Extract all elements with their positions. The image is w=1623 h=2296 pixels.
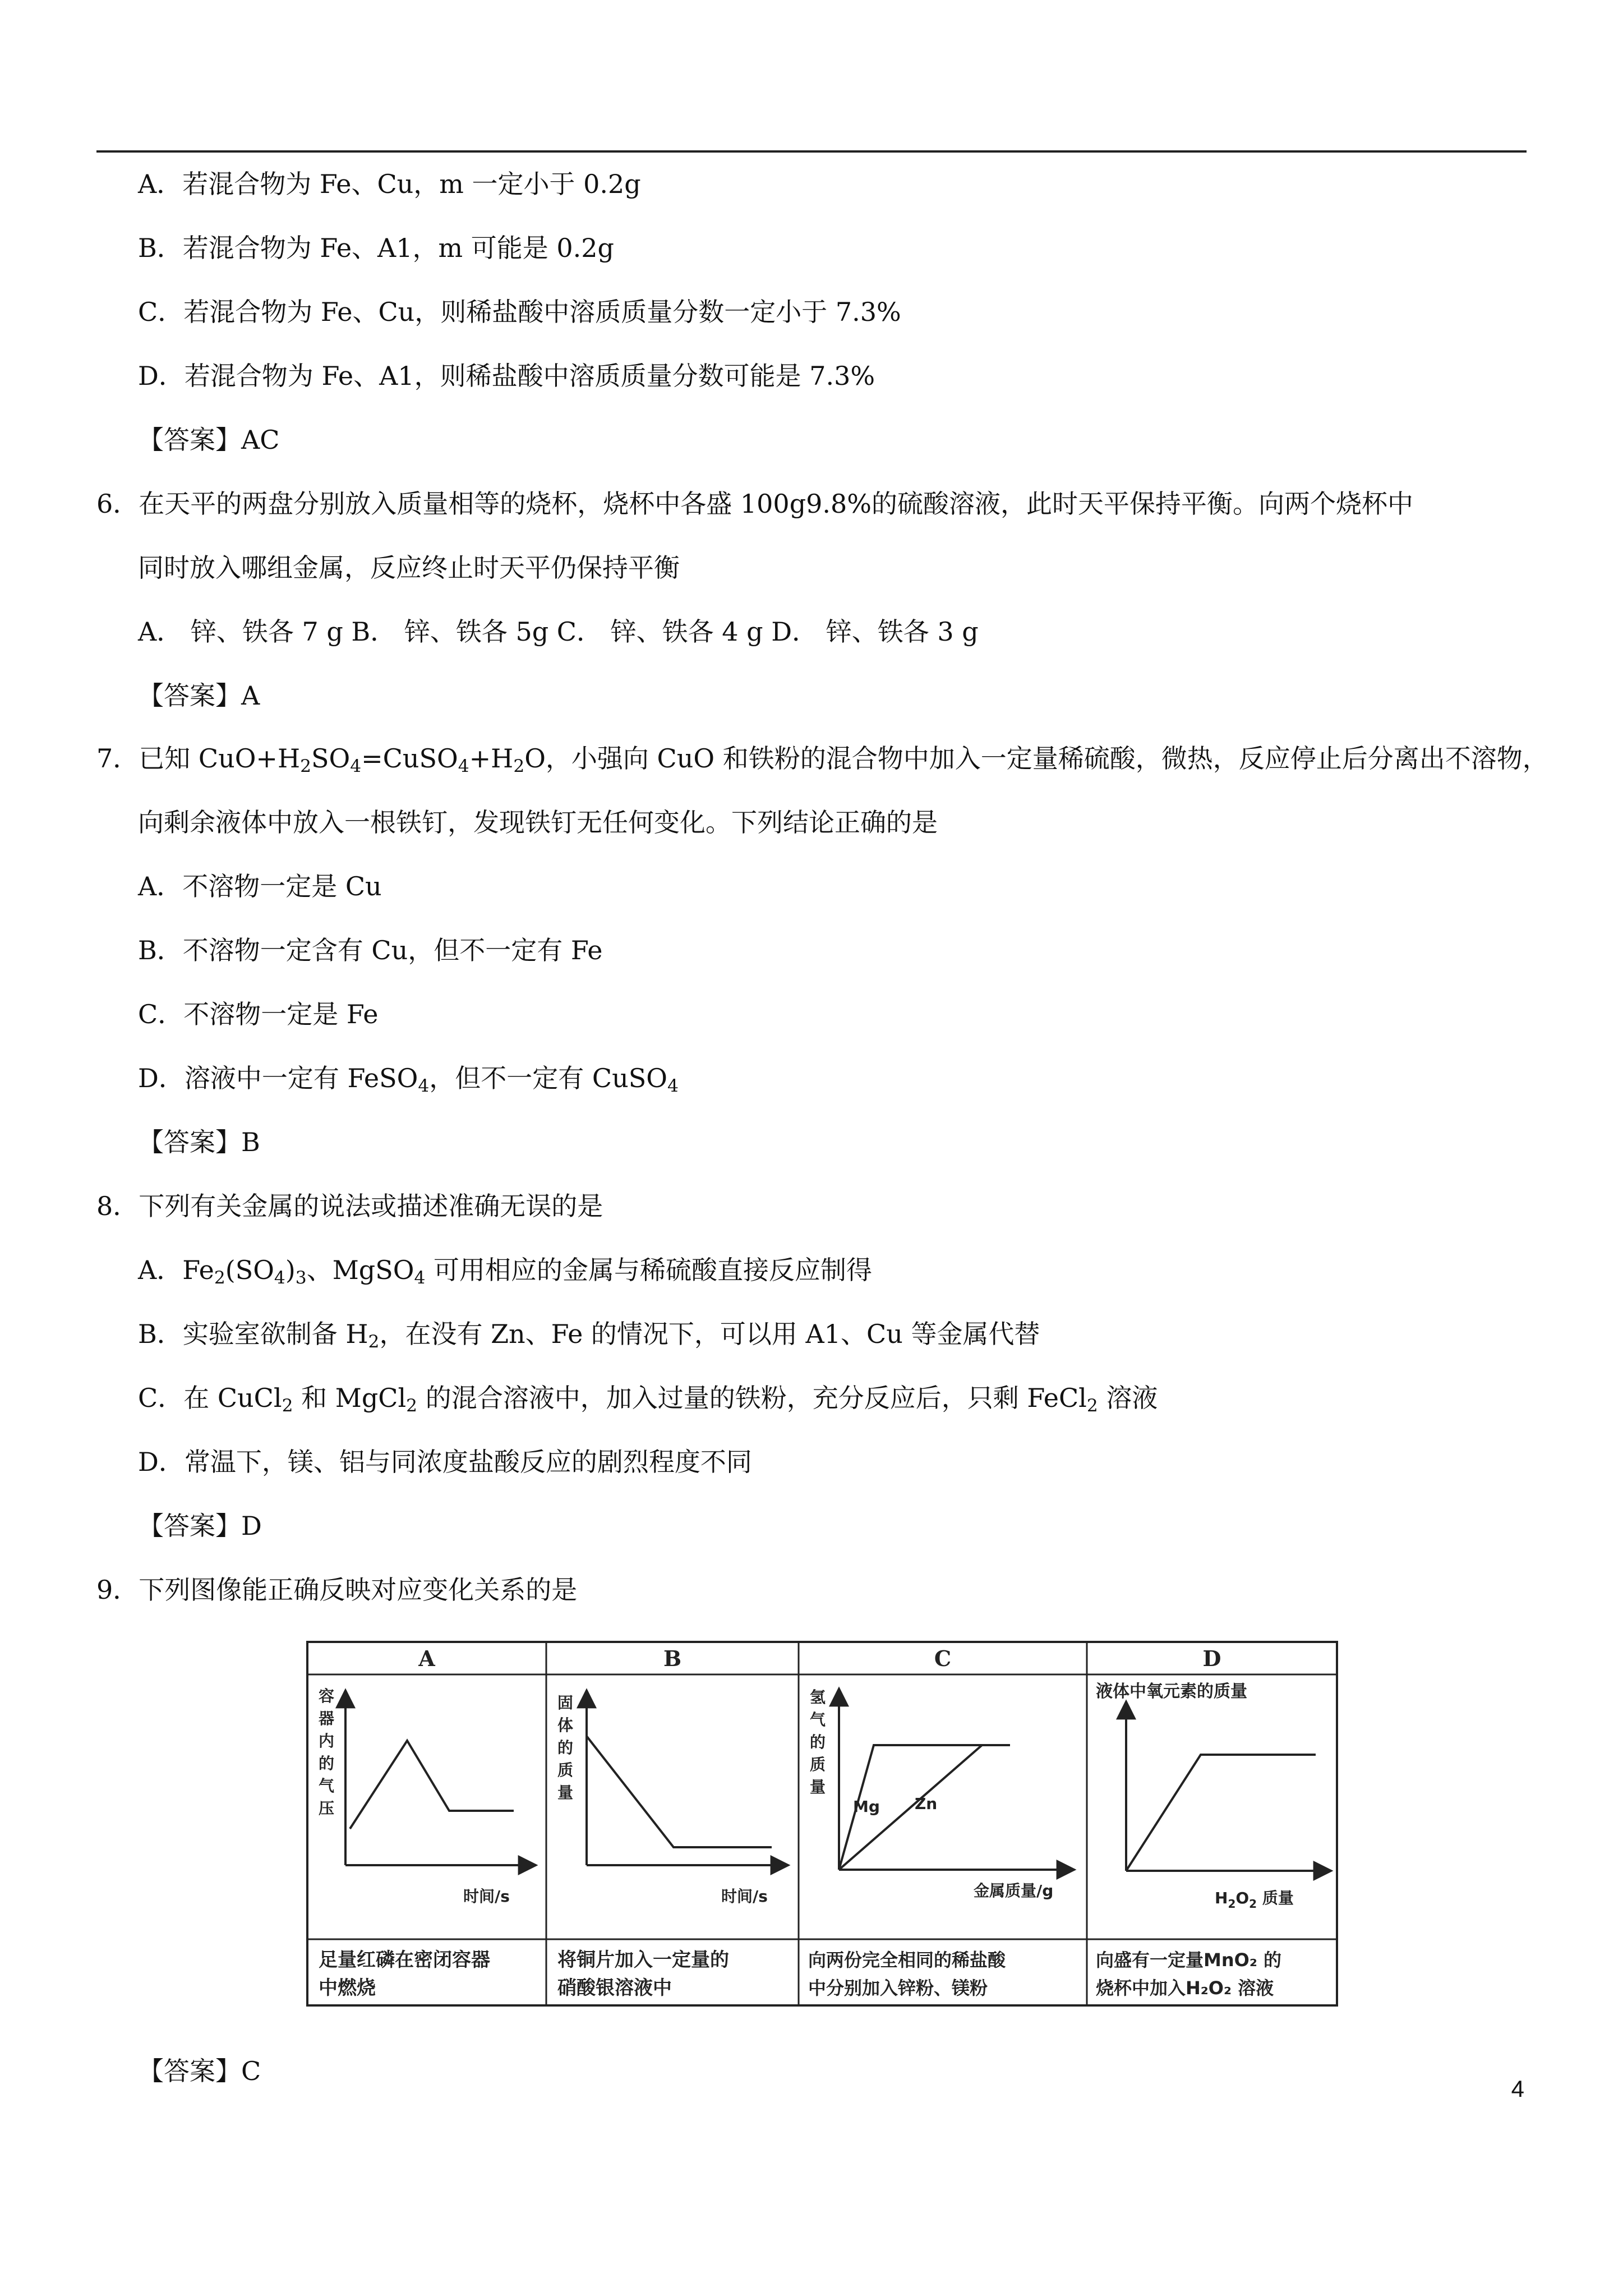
answer-value: C — [241, 2056, 261, 2086]
panel-c-chart — [810, 1688, 1075, 1900]
header-rule — [96, 150, 1527, 153]
q9-stem: 9．下列图像能正确反映对应变化关系的是 — [96, 1575, 578, 1605]
q7-option-d: D．溶液中一定有 FeSO$_4$，但不一定有 CuSO$_4$ — [138, 1063, 679, 1096]
panel-d-chart — [1096, 1682, 1331, 1911]
q8-option-a: A．$Fe_2(SO_4)_3$、MgSO$_4$ 可用相应的金属与稀硫酸直接反应制得 — [138, 1255, 872, 1288]
answer-value: A — [241, 680, 260, 711]
answer-label: 【答案】 — [138, 680, 241, 711]
answer-label: 【答案】 — [138, 1127, 241, 1157]
q5-answer — [138, 423, 279, 457]
panel-a-ylabel-0: 容 — [319, 1687, 335, 1705]
panel-b-ylabel-2: 的 — [557, 1738, 574, 1757]
q8-option-d: D．常温下，镁、铝与同浓度盐酸反应的剧烈程度不同 — [138, 1447, 752, 1477]
panel-c-ylabel-2: 的 — [810, 1733, 826, 1751]
q9-figure-table — [306, 1641, 1338, 2007]
header-a: A — [418, 1646, 435, 1671]
panel-b-caption-2: 硝酸银溶液中 — [557, 1977, 672, 1999]
header-d: D — [1202, 1646, 1221, 1671]
q7-option-b: B．不溶物一定含有 Cu，但不一定有 Fe — [138, 935, 603, 965]
answer-value: AC — [241, 425, 280, 455]
page-number: 4 — [1511, 2076, 1524, 2102]
panel-c-ylabel-1: 气 — [810, 1710, 826, 1729]
q8-stem: 8．下列有关金属的说法或描述准确无误的是 — [96, 1191, 603, 1221]
panel-c-caption-2: 中分别加入锌粉、镁粉 — [808, 1977, 988, 1999]
panel-a-ylabel-5: 压 — [319, 1799, 335, 1818]
panel-b-chart — [557, 1690, 789, 1906]
panel-c-series-zn: Zn — [915, 1795, 938, 1813]
q9-answer — [138, 2054, 261, 2088]
panel-b-ylabel-0: 固 — [557, 1694, 574, 1712]
panel-c-ylabel-3: 质 — [810, 1755, 826, 1774]
q8-answer — [138, 1509, 262, 1543]
q7-answer — [138, 1125, 260, 1159]
panel-d-caption-2: 烧杯中加入H₂O₂ 溶液 — [1096, 1977, 1274, 1999]
panel-a-ylabel-3: 的 — [319, 1754, 335, 1773]
panel-d-ytitle: 液体中氧元素的质量 — [1096, 1682, 1247, 1701]
panel-b-curve — [587, 1736, 772, 1847]
panel-a-ylabel-1: 器 — [319, 1709, 335, 1728]
panel-d-curve — [1126, 1755, 1316, 1871]
header-c: C — [934, 1646, 952, 1671]
q5-option-a: A．若混合物为 Fe、Cu，m 一定小于 0.2g — [138, 169, 641, 199]
answer-value: B — [241, 1127, 260, 1157]
panel-a-ylabel-4: 气 — [319, 1777, 335, 1795]
panel-d-xlabel: $H_2O_2$ 质量 — [1215, 1889, 1294, 1911]
q6-stem-line1: 6．在天平的两盘分别放入质量相等的烧杯，烧杯中各盛 100g9.8%的硫酸溶液，此时天平保持平衡。向两个烧杯中 — [96, 489, 1413, 519]
q5-option-d: D．若混合物为 Fe、A1，则稀盐酸中溶质质量分数可能是 7.3% — [138, 361, 875, 391]
answer-label: 【答案】 — [138, 1511, 241, 1541]
panel-b-xlabel: 时间/s — [721, 1887, 768, 1906]
q5-option-b: B．若混合物为 Fe、A1，m 可能是 0.2g — [138, 233, 615, 263]
answer-value: D — [241, 1511, 262, 1541]
panel-a-xlabel: 时间/s — [463, 1887, 510, 1906]
panel-c-ylabel-4: 量 — [810, 1778, 826, 1796]
panel-c-ylabel-0: 氢 — [810, 1688, 826, 1706]
q8-option-b: B．实验室欲制备 $H_2$，在没有 Zn、Fe 的情况下，可以用 A1、Cu 等金属代替 — [138, 1319, 1040, 1352]
panel-a-ylabel-2: 内 — [319, 1732, 335, 1750]
panel-c-series-mg: Mg — [853, 1797, 880, 1816]
q7-option-a: A．不溶物一定是 Cu — [138, 871, 382, 901]
q7-stem-line1: 7．已知 $CuO+H_2SO_4=CuSO_4+H_2O$，小强向 CuO 和铁粉的混合物中加入一定量稀硫酸，微热，反应停止后分离出不溶物， — [96, 743, 1548, 776]
panel-b-ylabel-4: 量 — [557, 1783, 574, 1802]
panel-b-ylabel-3: 质 — [557, 1761, 574, 1779]
panel-a-caption-1: 足量红磷在密闭容器 — [319, 1949, 490, 1971]
q6-stem-line2: 同时放入哪组金属，反应终止时天平仍保持平衡 — [138, 553, 680, 583]
panel-d-caption-1: 向盛有一定量MnO₂ 的 — [1096, 1949, 1281, 1971]
q7-stem-line2: 向剩余液体中放入一根铁钉，发现铁钉无任何变化。下列结论正确的是 — [138, 807, 938, 838]
q5-option-c: C．若混合物为 Fe、Cu，则稀盐酸中溶质质量分数一定小于 7.3% — [138, 297, 901, 327]
q8-option-c: C．在 CuCl$_2$ 和 MgCl$_2$ 的混合溶液中，加入过量的铁粉，充分反应后，只剩 FeCl$_2$ 溶液 — [138, 1383, 1158, 1416]
answer-label: 【答案】 — [138, 425, 241, 455]
q7-option-c: C．不溶物一定是 Fe — [138, 999, 379, 1029]
q6-answer — [138, 679, 260, 712]
panel-c-xlabel: 金属质量/g — [974, 1881, 1054, 1900]
panel-a-curve — [350, 1741, 514, 1829]
panel-b-ylabel-1: 体 — [557, 1716, 574, 1734]
panel-a-caption-2: 中燃烧 — [319, 1977, 376, 1999]
answer-label: 【答案】 — [138, 2056, 241, 2086]
panel-a-chart — [319, 1687, 536, 1906]
header-b: B — [663, 1646, 682, 1671]
panel-b-caption-1: 将铜片加入一定量的 — [557, 1949, 729, 1971]
panel-c-caption-1: 向两份完全相同的稀盐酸 — [808, 1949, 1006, 1971]
q6-options: A． 锌、铁各 7 g B． 锌、铁各 5g C． 锌、铁各 4 g D． 锌、铁各 3 g — [138, 616, 979, 647]
